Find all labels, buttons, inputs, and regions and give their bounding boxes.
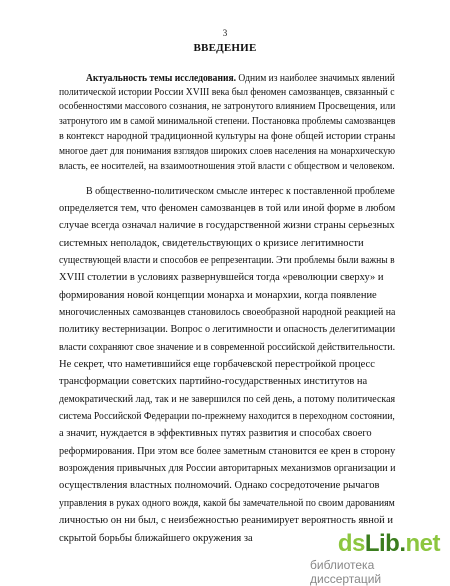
paragraph2-line: осуществления властных полномочий. Однако сосредоточение рычагов	[59, 480, 380, 491]
paragraph2-line: существующей власти и способов ее репрезентации. Эти проблемы были важны в	[59, 255, 395, 266]
paragraph2-line: скрытой борьбы ближайшего окружения за	[59, 533, 253, 544]
paragraph1-line: многое дает для понимания взглядов широких слоев населения на монархическую	[59, 146, 396, 157]
paragraph1-line	[86, 72, 395, 86]
dslib-watermark	[310, 530, 440, 586]
section-title: ВВЕДЕНИЕ	[193, 42, 257, 54]
paragraph2-line: управления в руках одного вождя, какой бы замечательной по своим дарованиям	[59, 498, 395, 509]
paragraph2-line: а значит, нуждается в эффективных путях развития и способах своего	[59, 428, 372, 439]
logo-net: net	[405, 530, 440, 557]
paragraph1-line: политической истории России XVIII века был феномен самозванцев, связанный с	[59, 87, 395, 98]
paragraph2-line: власти сохраняют свое значение и в современной российской действительности.	[59, 342, 396, 353]
paragraph2-line: демократический лад, так и не завершился по сей день, а потому политическая	[59, 394, 396, 405]
logo-ds: ds	[337, 530, 365, 557]
paragraph1-line: особенностями массового сознания, не затронутого влиянием Просвещения, или	[59, 101, 396, 112]
paragraph2-line: XVIII столетии в условиях развернувшейся тогда «революции сверху» и	[59, 272, 384, 283]
paragraph2-line: В общественно-политическом смысле интерес к поставленной проблеме	[86, 186, 395, 197]
paragraph2-line: возрождения привычных для России авторитарных механизмов организации и	[59, 463, 396, 474]
paragraph2-line: реформирования. При этом все более заметным становится ее крен в сторону	[59, 446, 396, 457]
logo-lib: Lib	[364, 530, 400, 557]
page-number: 3	[222, 28, 228, 38]
paragraph2-line: Не секрет, что наметившийся еще горбачевской перестройкой процесс	[59, 359, 375, 370]
paragraph2-line: многочисленных самозванцев становилось своеобразной народной реакцией на	[59, 307, 396, 318]
logo-dot: .	[399, 530, 406, 557]
paragraph2-line: система Российской Федерации по-прежнему находится в переходном состоянии,	[59, 411, 395, 422]
relevance-heading: Актуальность темы исследования.	[86, 73, 236, 84]
paragraph1-line: в контекст народной традиционной культуры на фоне общей истории страны	[59, 131, 396, 142]
paragraph2-line: политику вестернизации. Вопрос о легитимности и опасность делегитимации	[59, 324, 396, 335]
paragraph2-line: личностью он ни был, с неизбежностью реанимирует вероятность явной и	[59, 515, 393, 526]
paragraph1-line: власть, ее носителей, на взаимоотношения этой власти с обществом и человеком.	[59, 161, 395, 172]
watermark-subtitle: библиотека диссертаций	[310, 558, 382, 586]
paragraph2-line: случае всегда означал наличие в государственной жизни страны серьезных	[59, 220, 395, 231]
paragraph2-line: системных неполадок, свидетельствующих о кризисе легитимности	[59, 238, 364, 249]
paragraph2-line: трансформации советских партийно-государственных институтов на	[59, 376, 368, 387]
dslib-logo	[338, 530, 440, 558]
paragraph2-line: определяется тем, что феномен самозванцев в той или иной форме в любом	[59, 203, 396, 214]
paragraph1-line-text: Одним из наиболее значимых явлений	[235, 73, 395, 84]
paragraph1-line: затронутого им в самой минимальной степени. Постановка проблемы самозванцев	[59, 116, 396, 127]
paragraph2-line: формирования новой концепции монарха и монархии, когда появление	[59, 290, 377, 301]
